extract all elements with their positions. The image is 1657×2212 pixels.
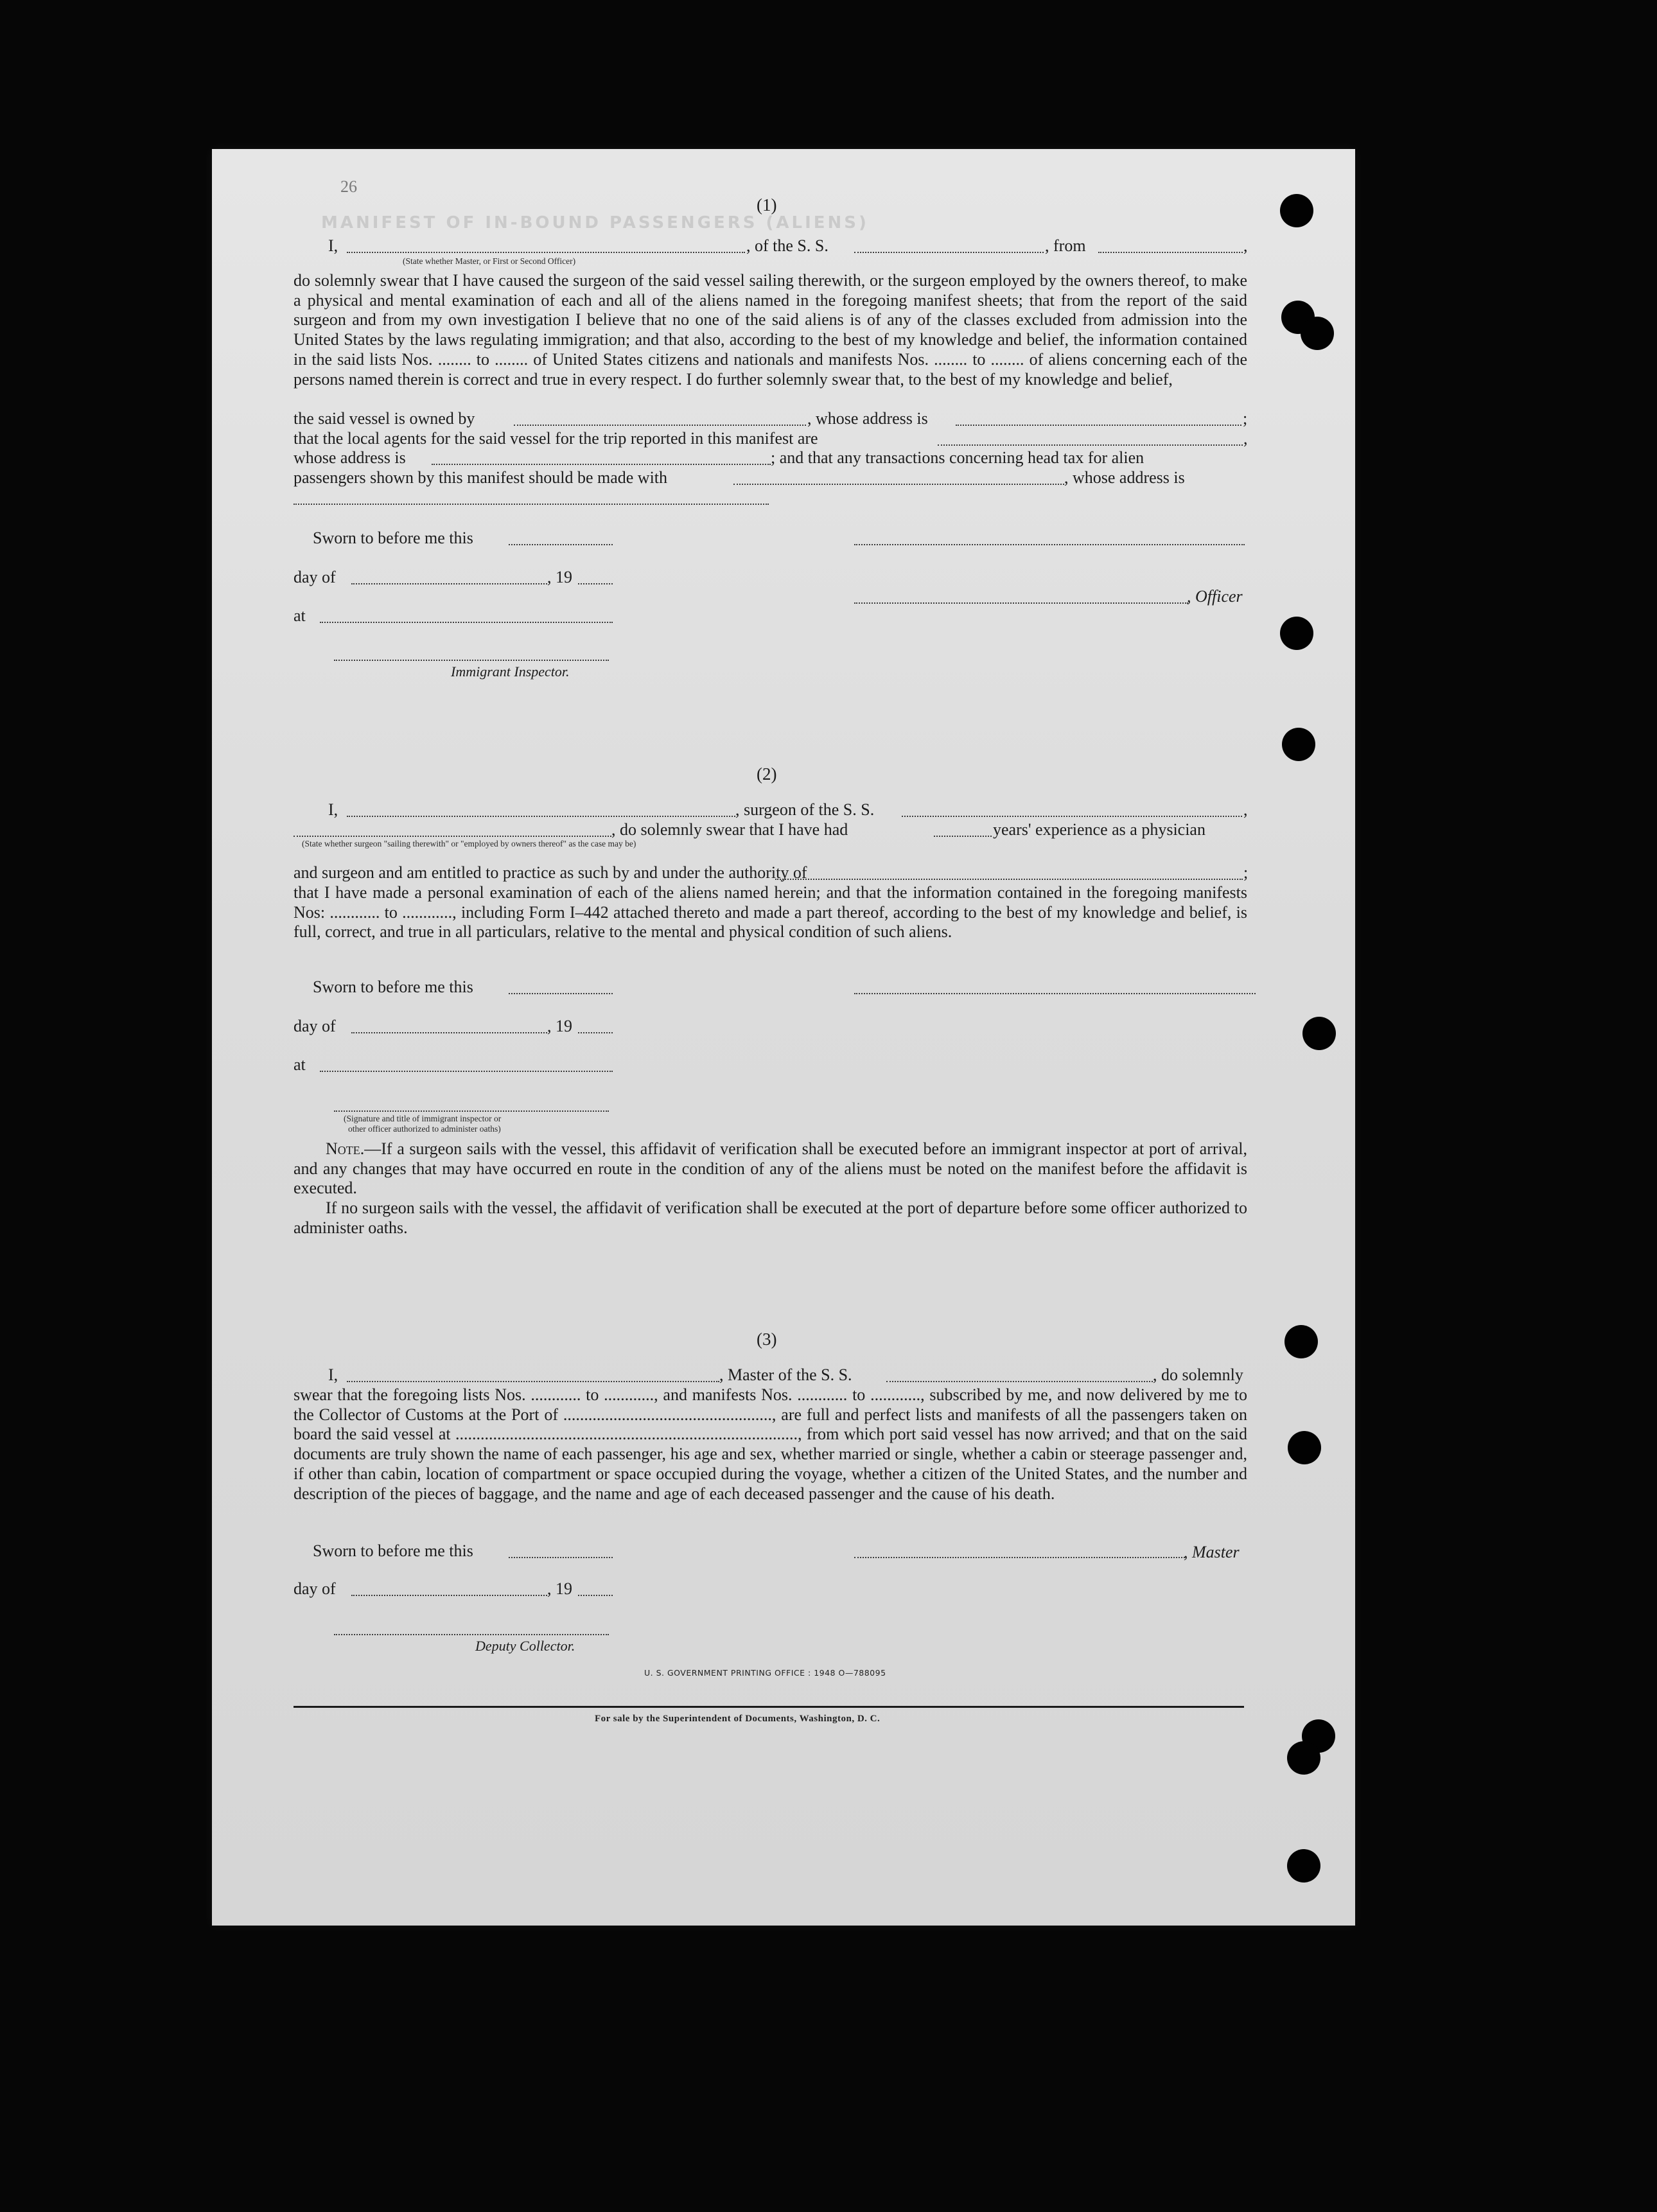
s1-owner-field[interactable] bbox=[514, 425, 806, 426]
s2-sworn-label: Sworn to before me this bbox=[313, 978, 473, 996]
binder-hole bbox=[1284, 1325, 1318, 1358]
s2-note bbox=[294, 1139, 1247, 1198]
s3-vessel-field[interactable] bbox=[886, 1381, 1153, 1382]
s2-body: that I have made a personal examination of each of the aliens named herein; and that the information contained in the foregoing manifests Nos: ............ to ............, including Form I–442 attached thereto and made a part thereof, according to the best of my knowledge and belief, is full, correct, and true in all particulars, relative to the mental and physical condition of such aliens. bbox=[294, 883, 1247, 942]
s2-sig-note-2: other officer authorized to administer oaths) bbox=[348, 1124, 501, 1134]
s1-year-field[interactable] bbox=[578, 583, 613, 584]
s2-years-label: years' experience as a physician bbox=[993, 820, 1205, 839]
s1-sworn-field[interactable] bbox=[509, 544, 613, 545]
page-number: 26 bbox=[340, 177, 357, 196]
s2-i-label: I, bbox=[328, 800, 338, 819]
manifest-form-page: MANIFEST OF IN-BOUND PASSENGERS (ALIENS) 26 (1) I, , of the S. S. , from , (State whether Master, or First or Second Officer) do solemnly swear that I have caused the surgeon of the said vessel sailing therewith, or the surgeon employed by the owners thereof, to make a physical and mental examination of each and all of the aliens named in the foregoing manifest sheets; that from the report of the said surgeon and from my own investigation I believe that no one of the said aliens is of any of the classes excluded from admission into the United States by the laws regulating immigration; and that also, according to the best of my knowledge and belief, the information contained in the said lists Nos. ........ to ........ of United States citizens and nationals and manifests Nos. ........ to ........ of aliens concerning each of the persons named therein is correct and true in every respect. I do further solemnly swear that, to the best of my knowledge and belief, the said vessel is owned by , whose address is ; that the local agents for the said vessel for the trip reported in this manifest are , whose address is ; and that any transactions concerning head tax for alien passengers shown by this manifest should be made with , whose address is Sworn to before me this day of , 19 , Officer at Immigrant Inspector. (2) I, , surgeon of the S. S. , , do solemnly swear that I have had years' experience as a physician (State whether surgeon "sailing therewith" or "employed by owners thereof" as the case may be) and surgeon and am entitled to practice as such by and under the authority of ; that I have made a personal examination of each of the aliens named herein; and that the information contained in the foregoing manifests Nos: ............ to ............, including Form I–442 attached thereto and made a part thereof, according to the best of my knowledge and belief, is full, correct, and true in all particulars, relative to the mental and physical condition of such aliens. Sworn to before me this day of , 19 at (Signature and title of immigrant inspector or other officer authorized to administer oaths) Note.—If a surgeon sails with the vessel, this affidavit of verification shall be executed before an immigrant inspector at port of arrival, and any changes that may have occurred en route in the condition of any of the aliens must be noted on the manifest before the affidavit is executed. If no surgeon sails with the vessel, the affidavit of verification shall be executed at the port of departure before some officer authorized to administer oaths. (3) I, , Master of the S. S. , do solemnly swear that the foregoing lists Nos. ............ to ............, and manifests Nos. ............ to ............, subscribed by me, and now delivered by me to the Collector of Customs at the Port of .................................................., are full and perfect lists and manifests of all the passengers taken on board the said vessel at .................................................................................., from which port said vessel has now arrived; and that on the said documents are truly shown the name of each passenger, his age and sex, whether married or single, whether a cabin or steerage passenger and, if other than cabin, location of compartment or space occupied during the voyage, whether a citizen of the United States, and the number and description of the pieces of baggage, and the name and age of each deceased passenger and the cause of his death. Sworn to before me this , Master day of , 19 Deputy Collector. U. S. GOVERNMENT PRINTING OFFICE : 1948 O—788095 For sale by the Superintendent of Documents, Washington, D. C. bbox=[212, 149, 1355, 1926]
s3-body: swear that the foregoing lists Nos. ............ to ............, and manifests Nos. ............ to ............, subscribed by me, and now delivered by me to the Collector of Customs at the Port of .................................................., are full and perfect lists and manifests of all the passengers taken on board the said vessel at .................................................................................., from which port said vessel has now arrived; and that on the said documents are truly shown the name of each passenger, his age and sex, whether married or single, whether a cabin or steerage passenger and, if other than cabin, location of compartment or space occupied during the voyage, whether a citizen of the United States, and the number and description of the pieces of baggage, and the name and age of each deceased passenger and the cause of his death. bbox=[294, 1385, 1247, 1503]
s2-sworn-field[interactable] bbox=[509, 993, 613, 994]
s1-whose-address-label: , whose address is bbox=[807, 409, 928, 428]
s3-sworn-field[interactable] bbox=[509, 1557, 613, 1558]
s1-state-note: (State whether Master, or First or Second Officer) bbox=[403, 256, 576, 266]
s2-day-field[interactable] bbox=[351, 1032, 547, 1033]
binder-hole bbox=[1280, 617, 1313, 650]
s1-local-agents-field[interactable] bbox=[938, 444, 1243, 446]
s1-owned-by-label: the said vessel is owned by bbox=[294, 409, 475, 428]
s3-do-solemnly-label: , do solemnly bbox=[1153, 1365, 1243, 1384]
s3-i-label: I, bbox=[328, 1365, 338, 1384]
s1-at-label: at bbox=[294, 606, 306, 625]
s2-surgeon-name-field[interactable] bbox=[347, 816, 735, 817]
s2-sig-note-1: (Signature and title of immigrant inspector or bbox=[344, 1114, 502, 1123]
s1-from-label: , from bbox=[1045, 236, 1086, 255]
s1-agents-address-field[interactable] bbox=[432, 464, 771, 465]
s2-at-label: at bbox=[294, 1055, 306, 1074]
s2-note-body: —If a surgeon sails with the vessel, this affidavit of verification shall be executed before an immigrant inspector at port of arrival, and any changes that may have occurred en route in the condition of any of the aliens must be noted on the manifest before the affidavit is executed. bbox=[294, 1139, 1247, 1198]
binder-hole bbox=[1287, 1741, 1320, 1775]
s1-officer-label: , Officer bbox=[1187, 587, 1243, 606]
s1-19-label: , 19 bbox=[547, 568, 572, 586]
s2-surgeon-of-label: , surgeon of the S. S. bbox=[735, 800, 875, 819]
binder-hole bbox=[1280, 194, 1313, 227]
s1-owner-address-field[interactable] bbox=[956, 425, 1241, 426]
s3-master-name-field[interactable] bbox=[347, 1381, 719, 1382]
section-1-number: (1) bbox=[757, 195, 777, 215]
faint-header: MANIFEST OF IN-BOUND PASSENGERS (ALIENS) bbox=[321, 213, 869, 233]
s2-at-field[interactable] bbox=[320, 1071, 613, 1072]
s1-inspector-label: Immigrant Inspector. bbox=[451, 663, 570, 680]
s1-of-ss-label: , of the S. S. bbox=[746, 236, 828, 255]
s2-state-note: (State whether surgeon "sailing therewith" or "employed by owners thereof" as the case may be) bbox=[302, 839, 636, 848]
s3-19-label: , 19 bbox=[547, 1579, 572, 1598]
binder-hole bbox=[1288, 1431, 1321, 1464]
s2-authority-label: and surgeon and am entitled to practice as such by and under the authority of bbox=[294, 863, 807, 882]
s2-inspector-signature-field[interactable] bbox=[334, 1110, 609, 1112]
s1-officer-signature-field[interactable] bbox=[854, 544, 1245, 545]
s1-vessel-field[interactable] bbox=[854, 252, 1044, 253]
s2-year-field[interactable] bbox=[578, 1032, 613, 1033]
footer-rule bbox=[294, 1706, 1244, 1708]
binder-hole bbox=[1301, 317, 1334, 350]
s1-head-tax-contact-field[interactable] bbox=[733, 484, 1064, 485]
s3-day-of-label: day of bbox=[294, 1579, 336, 1598]
s1-day-field[interactable] bbox=[351, 583, 547, 584]
s2-do-solemnly-label: , do solemnly swear that I have had bbox=[611, 820, 848, 839]
binder-hole bbox=[1287, 1849, 1320, 1883]
s1-local-agents-label: that the local agents for the said vessel for the trip reported in this manifest are bbox=[294, 429, 818, 448]
binder-hole bbox=[1302, 1017, 1336, 1050]
s3-year-field[interactable] bbox=[578, 1595, 613, 1596]
s3-day-field[interactable] bbox=[351, 1595, 547, 1596]
s2-surgeon-signature-field[interactable] bbox=[854, 993, 1256, 994]
s1-day-of-label: day of bbox=[294, 568, 336, 586]
binder-hole bbox=[1282, 728, 1315, 761]
s3-master-label: , Master bbox=[1184, 1543, 1240, 1561]
s1-head-tax-text: ; and that any transactions concerning head tax for alien bbox=[771, 448, 1144, 467]
s2-surgeon-type-field[interactable] bbox=[294, 836, 611, 837]
s1-whose-address3-label: , whose address is bbox=[1064, 468, 1185, 487]
s1-body: do solemnly swear that I have caused the surgeon of the said vessel sailing therewith, or the surgeon employed by the owners thereof, to make a physical and mental examination of each and all of the aliens named in the foregoing manifest sheets; that from the report of the said surgeon and from my own investigation I believe that no one of the said aliens is of any of the classes excluded from admission into the United States by the laws regulating immigration; and that also, according to the best of my knowledge and belief, the information contained in the said lists Nos. ........ to ........ of United States citizens and nationals and manifests Nos. ........ to ........ of aliens concerning each of the persons named therein is correct and true in every respect. I do further solemnly swear that, to the best of my knowledge and belief, bbox=[294, 271, 1247, 389]
s1-whose-address2-label: whose address is bbox=[294, 448, 406, 467]
s1-officer-title-field[interactable] bbox=[854, 602, 1188, 604]
s2-years-field[interactable] bbox=[934, 836, 992, 837]
s3-collector-signature-field[interactable] bbox=[334, 1634, 609, 1635]
s2-19-label: , 19 bbox=[547, 1017, 572, 1035]
s1-sworn-label: Sworn to before me this bbox=[313, 529, 473, 547]
s2-note-2: If no surgeon sails with the vessel, the affidavit of verification shall be executed at the port of departure before some officer authorized to administer oaths. bbox=[294, 1198, 1247, 1237]
s3-sworn-label: Sworn to before me this bbox=[313, 1541, 473, 1560]
s2-day-of-label: day of bbox=[294, 1017, 336, 1035]
s3-master-of-label: , Master of the S. S. bbox=[719, 1365, 852, 1384]
s1-inspector-signature-field[interactable] bbox=[334, 660, 609, 661]
s3-master-signature-field[interactable] bbox=[854, 1557, 1185, 1558]
s2-note-label: Note. bbox=[326, 1139, 365, 1158]
s2-authority-field[interactable] bbox=[775, 879, 1243, 880]
section-2-number: (2) bbox=[757, 764, 777, 784]
s1-at-field[interactable] bbox=[320, 622, 613, 623]
s1-contact-address-field[interactable] bbox=[294, 504, 769, 505]
s3-deputy-label: Deputy Collector. bbox=[475, 1638, 575, 1654]
s1-from-field[interactable] bbox=[1098, 252, 1243, 253]
s2-vessel-field[interactable] bbox=[902, 816, 1242, 817]
section-3-number: (3) bbox=[757, 1330, 777, 1349]
for-sale-note: For sale by the Superintendent of Documents, Washington, D. C. bbox=[595, 1714, 881, 1724]
printing-office-imprint: U. S. GOVERNMENT PRINTING OFFICE : 1948 O—788095 bbox=[644, 1668, 886, 1678]
s1-passengers-text: passengers shown by this manifest should be made with bbox=[294, 468, 668, 487]
s1-i-label: I, bbox=[328, 236, 338, 255]
s1-officer-name-field[interactable] bbox=[347, 252, 745, 253]
